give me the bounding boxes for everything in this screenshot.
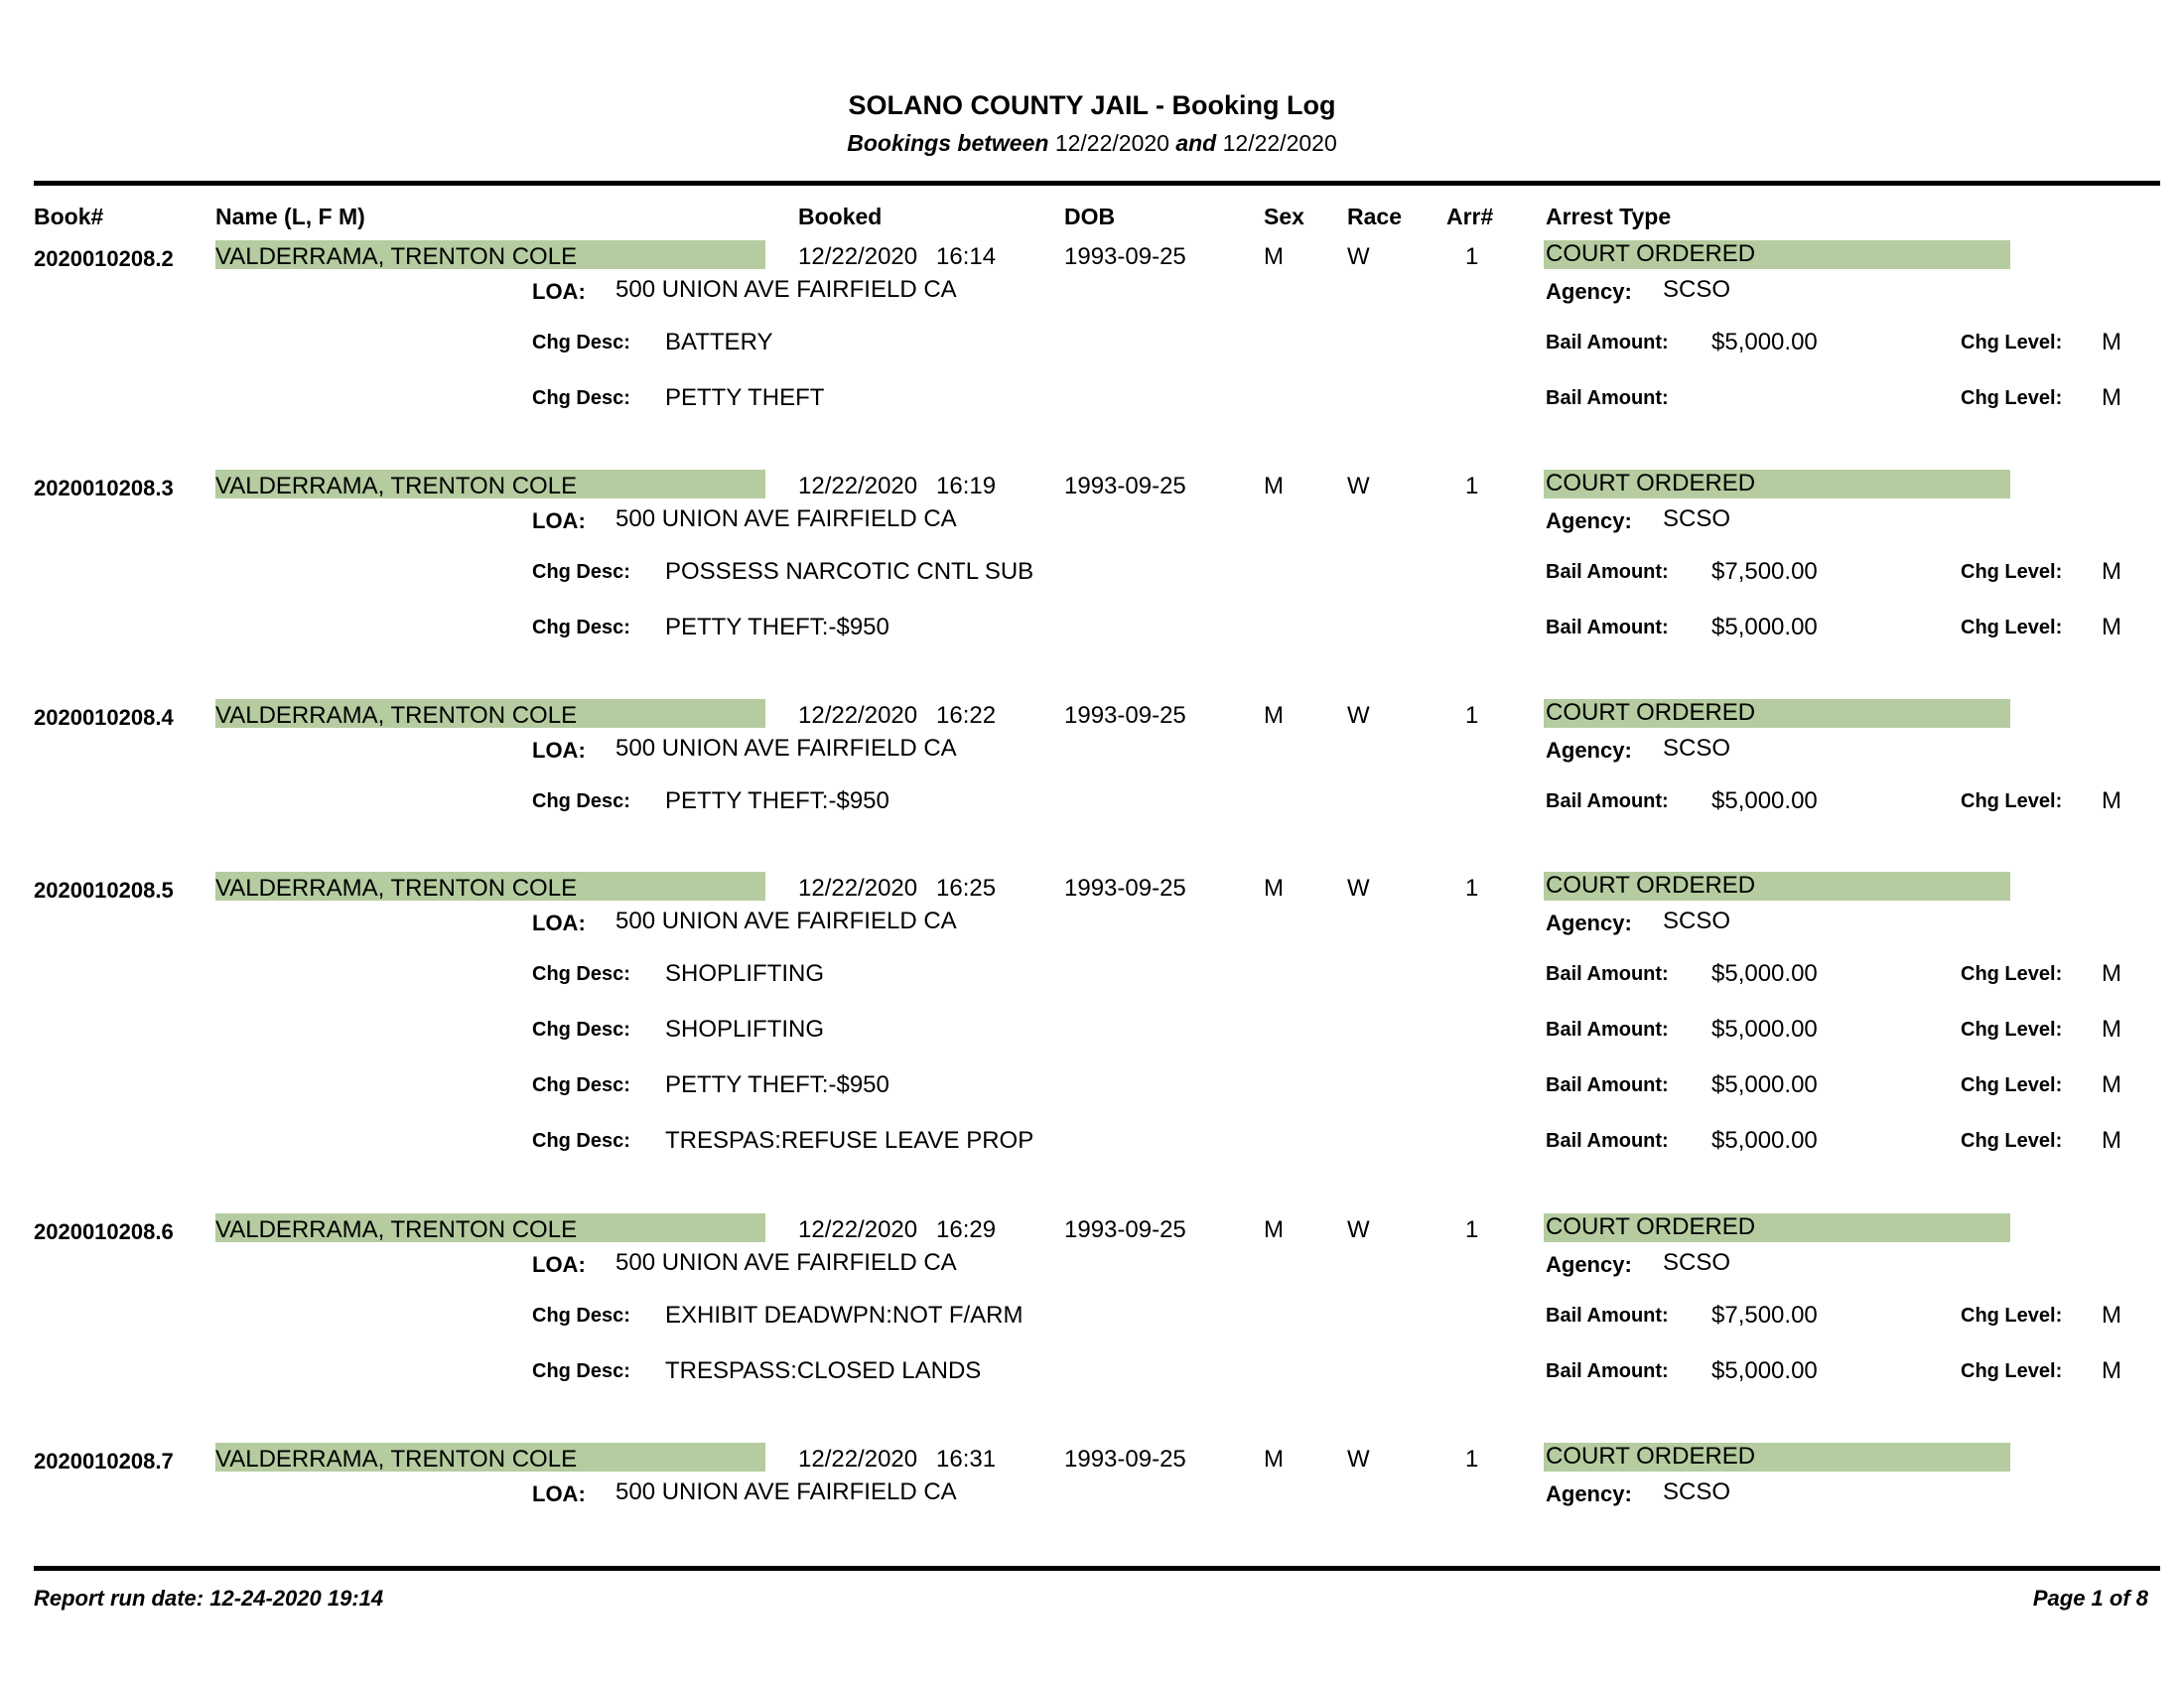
subtitle-prefix: Bookings between — [847, 130, 1049, 156]
col-header-sex: Sex — [1264, 204, 1304, 229]
charge-level: M — [2102, 1016, 2121, 1043]
agency-value: SCSO — [1663, 1249, 1731, 1276]
charge-desc-label: Chg Desc: — [532, 1074, 630, 1096]
bail-amount: $5,000.00 — [1711, 614, 1818, 640]
sex: M — [1264, 1216, 1284, 1243]
booking-record — [0, 470, 2184, 671]
booked-date: 12/22/2020 — [798, 473, 918, 499]
bail-amount-label: Bail Amount: — [1546, 1360, 1669, 1382]
col-header-race: Race — [1347, 204, 1402, 229]
booking-number: 2020010208.7 — [34, 1449, 174, 1474]
booked-time: 16:31 — [936, 1446, 997, 1473]
inmate-name: VALDERRAMA, TRENTON COLE — [215, 1216, 578, 1243]
charge-level: M — [2102, 329, 2121, 355]
bail-amount: $5,000.00 — [1711, 1071, 1818, 1098]
bail-amount-label: Bail Amount: — [1546, 387, 1669, 409]
charge-level-label: Chg Level: — [1961, 1360, 2063, 1382]
booking-number: 2020010208.2 — [34, 246, 174, 271]
bail-amount: $5,000.00 — [1711, 787, 1818, 814]
bail-amount-label: Bail Amount: — [1546, 561, 1669, 583]
page-number: Page 1 of 8 — [2032, 1586, 2148, 1611]
booking-record — [0, 872, 2184, 1154]
charge-description: SHOPLIFTING — [665, 960, 825, 987]
charge-desc-label: Chg Desc: — [532, 1360, 630, 1382]
charge-level-label: Chg Level: — [1961, 963, 2063, 985]
agency-label: Agency: — [1546, 279, 1632, 304]
charge-description: PETTY THEFT:-$950 — [665, 614, 889, 640]
charge-level: M — [2102, 787, 2121, 814]
charge-level-label: Chg Level: — [1961, 1305, 2063, 1327]
booking-number: 2020010208.6 — [34, 1219, 174, 1244]
bail-amount-label: Bail Amount: — [1546, 1130, 1669, 1152]
bail-amount: $5,000.00 — [1711, 329, 1818, 355]
dob: 1993-09-25 — [1064, 702, 1186, 729]
charge-level-label: Chg Level: — [1961, 387, 2063, 409]
booking-record — [0, 699, 2184, 901]
charge-desc-label: Chg Desc: — [532, 332, 630, 353]
loa-label: LOA: — [532, 508, 586, 533]
bail-amount: $5,000.00 — [1711, 1016, 1818, 1043]
charge-level-label: Chg Level: — [1961, 561, 2063, 583]
col-header-book: Book# — [34, 204, 104, 229]
loa-label: LOA: — [532, 279, 586, 304]
charge-desc-label: Chg Desc: — [532, 1305, 630, 1327]
report-subtitle — [0, 130, 2184, 157]
arrest-count: 1 — [1465, 702, 1479, 729]
arrest-count: 1 — [1465, 243, 1479, 270]
sex: M — [1264, 243, 1284, 270]
loa-value: 500 UNION AVE FAIRFIELD CA — [615, 276, 957, 303]
charge-desc-label: Chg Desc: — [532, 963, 630, 985]
race: W — [1347, 473, 1370, 499]
race: W — [1347, 1446, 1370, 1473]
loa-label: LOA: — [532, 1252, 586, 1277]
charge-desc-label: Chg Desc: — [532, 1019, 630, 1041]
booked-date: 12/22/2020 — [798, 1446, 918, 1473]
col-header-name: Name (L, F M) — [215, 204, 365, 229]
charge-level-label: Chg Level: — [1961, 617, 2063, 638]
bail-amount-label: Bail Amount: — [1546, 617, 1669, 638]
arrest-count: 1 — [1465, 1446, 1479, 1473]
arrest-count: 1 — [1465, 473, 1479, 499]
race: W — [1347, 1216, 1370, 1243]
booking-record — [0, 1213, 2184, 1415]
bail-amount: $5,000.00 — [1711, 1357, 1818, 1384]
agency-value: SCSO — [1663, 1478, 1731, 1505]
bail-amount-label: Bail Amount: — [1546, 963, 1669, 985]
loa-label: LOA: — [532, 1481, 586, 1506]
arrest-count: 1 — [1465, 875, 1479, 902]
charge-description: PETTY THEFT — [665, 384, 825, 411]
charge-desc-label: Chg Desc: — [532, 387, 630, 409]
booked-time: 16:14 — [936, 243, 997, 270]
dob: 1993-09-25 — [1064, 1446, 1186, 1473]
race: W — [1347, 702, 1370, 729]
inmate-name: VALDERRAMA, TRENTON COLE — [215, 1446, 578, 1473]
booked-time: 16:22 — [936, 702, 997, 729]
inmate-name: VALDERRAMA, TRENTON COLE — [215, 702, 578, 729]
charge-desc-label: Chg Desc: — [532, 617, 630, 638]
sex: M — [1264, 875, 1284, 902]
date-from: 12/22/2020 — [1054, 130, 1169, 156]
dob: 1993-09-25 — [1064, 1216, 1186, 1243]
loa-label: LOA: — [532, 738, 586, 763]
charge-desc-label: Chg Desc: — [532, 1130, 630, 1152]
bail-amount-label: Bail Amount: — [1546, 1019, 1669, 1041]
booking-number: 2020010208.3 — [34, 476, 174, 500]
charge-description: PETTY THEFT:-$950 — [665, 1071, 889, 1098]
loa-label: LOA: — [532, 911, 586, 935]
arrest-type: COURT ORDERED — [1546, 1443, 1756, 1470]
charge-level: M — [2102, 1357, 2121, 1384]
dob: 1993-09-25 — [1064, 875, 1186, 902]
loa-value: 500 UNION AVE FAIRFIELD CA — [615, 908, 957, 934]
charge-level-label: Chg Level: — [1961, 332, 2063, 353]
charge-level: M — [2102, 1302, 2121, 1329]
agency-value: SCSO — [1663, 908, 1731, 934]
loa-value: 500 UNION AVE FAIRFIELD CA — [615, 505, 957, 532]
charge-level-label: Chg Level: — [1961, 790, 2063, 812]
agency-label: Agency: — [1546, 738, 1632, 763]
sex: M — [1264, 702, 1284, 729]
col-header-arrest-type: Arrest Type — [1546, 204, 1672, 229]
bail-amount: $7,500.00 — [1711, 558, 1818, 585]
charge-level: M — [2102, 614, 2121, 640]
arrest-type: COURT ORDERED — [1546, 240, 1756, 267]
charge-level: M — [2102, 384, 2121, 411]
charge-level: M — [2102, 1127, 2121, 1154]
report-title: SOLANO COUNTY JAIL - Booking Log — [848, 90, 1336, 120]
charge-description: EXHIBIT DEADWPN:NOT F/ARM — [665, 1302, 1024, 1329]
charge-desc-label: Chg Desc: — [532, 561, 630, 583]
race: W — [1347, 243, 1370, 270]
subtitle-and: and — [1175, 130, 1217, 156]
charge-description: PETTY THEFT:-$950 — [665, 787, 889, 814]
agency-label: Agency: — [1546, 911, 1632, 935]
charge-description: TRESPAS:REFUSE LEAVE PROP — [665, 1127, 1034, 1154]
arrest-type: COURT ORDERED — [1546, 699, 1756, 726]
inmate-name: VALDERRAMA, TRENTON COLE — [215, 875, 578, 902]
race: W — [1347, 875, 1370, 902]
charge-description: BATTERY — [665, 329, 773, 355]
agency-label: Agency: — [1546, 1252, 1632, 1277]
dob: 1993-09-25 — [1064, 243, 1186, 270]
bail-amount-label: Bail Amount: — [1546, 1074, 1669, 1096]
agency-value: SCSO — [1663, 276, 1731, 303]
charge-level-label: Chg Level: — [1961, 1130, 2063, 1152]
bail-amount: $5,000.00 — [1711, 960, 1818, 987]
arrest-count: 1 — [1465, 1216, 1479, 1243]
charge-level-label: Chg Level: — [1961, 1019, 2063, 1041]
loa-value: 500 UNION AVE FAIRFIELD CA — [615, 1478, 957, 1505]
agency-label: Agency: — [1546, 1481, 1632, 1506]
booked-date: 12/22/2020 — [798, 1216, 918, 1243]
booked-time: 16:19 — [936, 473, 997, 499]
inmate-name: VALDERRAMA, TRENTON COLE — [215, 243, 578, 270]
booking-record — [0, 240, 2184, 442]
agency-value: SCSO — [1663, 735, 1731, 762]
sex: M — [1264, 473, 1284, 499]
booked-date: 12/22/2020 — [798, 875, 918, 902]
arrest-type: COURT ORDERED — [1546, 470, 1756, 496]
charge-description: SHOPLIFTING — [665, 1016, 825, 1043]
col-header-booked: Booked — [798, 204, 883, 229]
top-rule — [34, 181, 2160, 186]
dob: 1993-09-25 — [1064, 473, 1186, 499]
arrest-type: COURT ORDERED — [1546, 872, 1756, 899]
loa-value: 500 UNION AVE FAIRFIELD CA — [615, 735, 957, 762]
inmate-name: VALDERRAMA, TRENTON COLE — [215, 473, 578, 499]
bottom-rule — [34, 1566, 2160, 1571]
agency-value: SCSO — [1663, 505, 1731, 532]
booked-date: 12/22/2020 — [798, 702, 918, 729]
bail-amount-label: Bail Amount: — [1546, 1305, 1669, 1327]
bail-amount-label: Bail Amount: — [1546, 332, 1669, 353]
bail-amount-label: Bail Amount: — [1546, 790, 1669, 812]
arrest-type: COURT ORDERED — [1546, 1213, 1756, 1240]
charge-level: M — [2102, 1071, 2121, 1098]
date-to: 12/22/2020 — [1222, 130, 1337, 156]
charge-level: M — [2102, 558, 2121, 585]
booked-time: 16:29 — [936, 1216, 997, 1243]
booking-record — [0, 1443, 2184, 1644]
charge-level: M — [2102, 960, 2121, 987]
charge-description: TRESPASS:CLOSED LANDS — [665, 1357, 982, 1384]
charge-description: POSSESS NARCOTIC CNTL SUB — [665, 558, 1034, 585]
charge-level-label: Chg Level: — [1961, 1074, 2063, 1096]
booked-time: 16:25 — [936, 875, 997, 902]
sex: M — [1264, 1446, 1284, 1473]
booking-number: 2020010208.5 — [34, 878, 174, 903]
bail-amount: $5,000.00 — [1711, 1127, 1818, 1154]
report-run-date: Report run date: 12-24-2020 19:14 — [34, 1586, 384, 1611]
booked-date: 12/22/2020 — [798, 243, 918, 270]
col-header-arr: Arr# — [1446, 204, 1494, 229]
charge-desc-label: Chg Desc: — [532, 790, 630, 812]
agency-label: Agency: — [1546, 508, 1632, 533]
bail-amount: $7,500.00 — [1711, 1302, 1818, 1329]
loa-value: 500 UNION AVE FAIRFIELD CA — [615, 1249, 957, 1276]
booking-number: 2020010208.4 — [34, 705, 174, 730]
col-header-dob: DOB — [1064, 204, 1116, 229]
